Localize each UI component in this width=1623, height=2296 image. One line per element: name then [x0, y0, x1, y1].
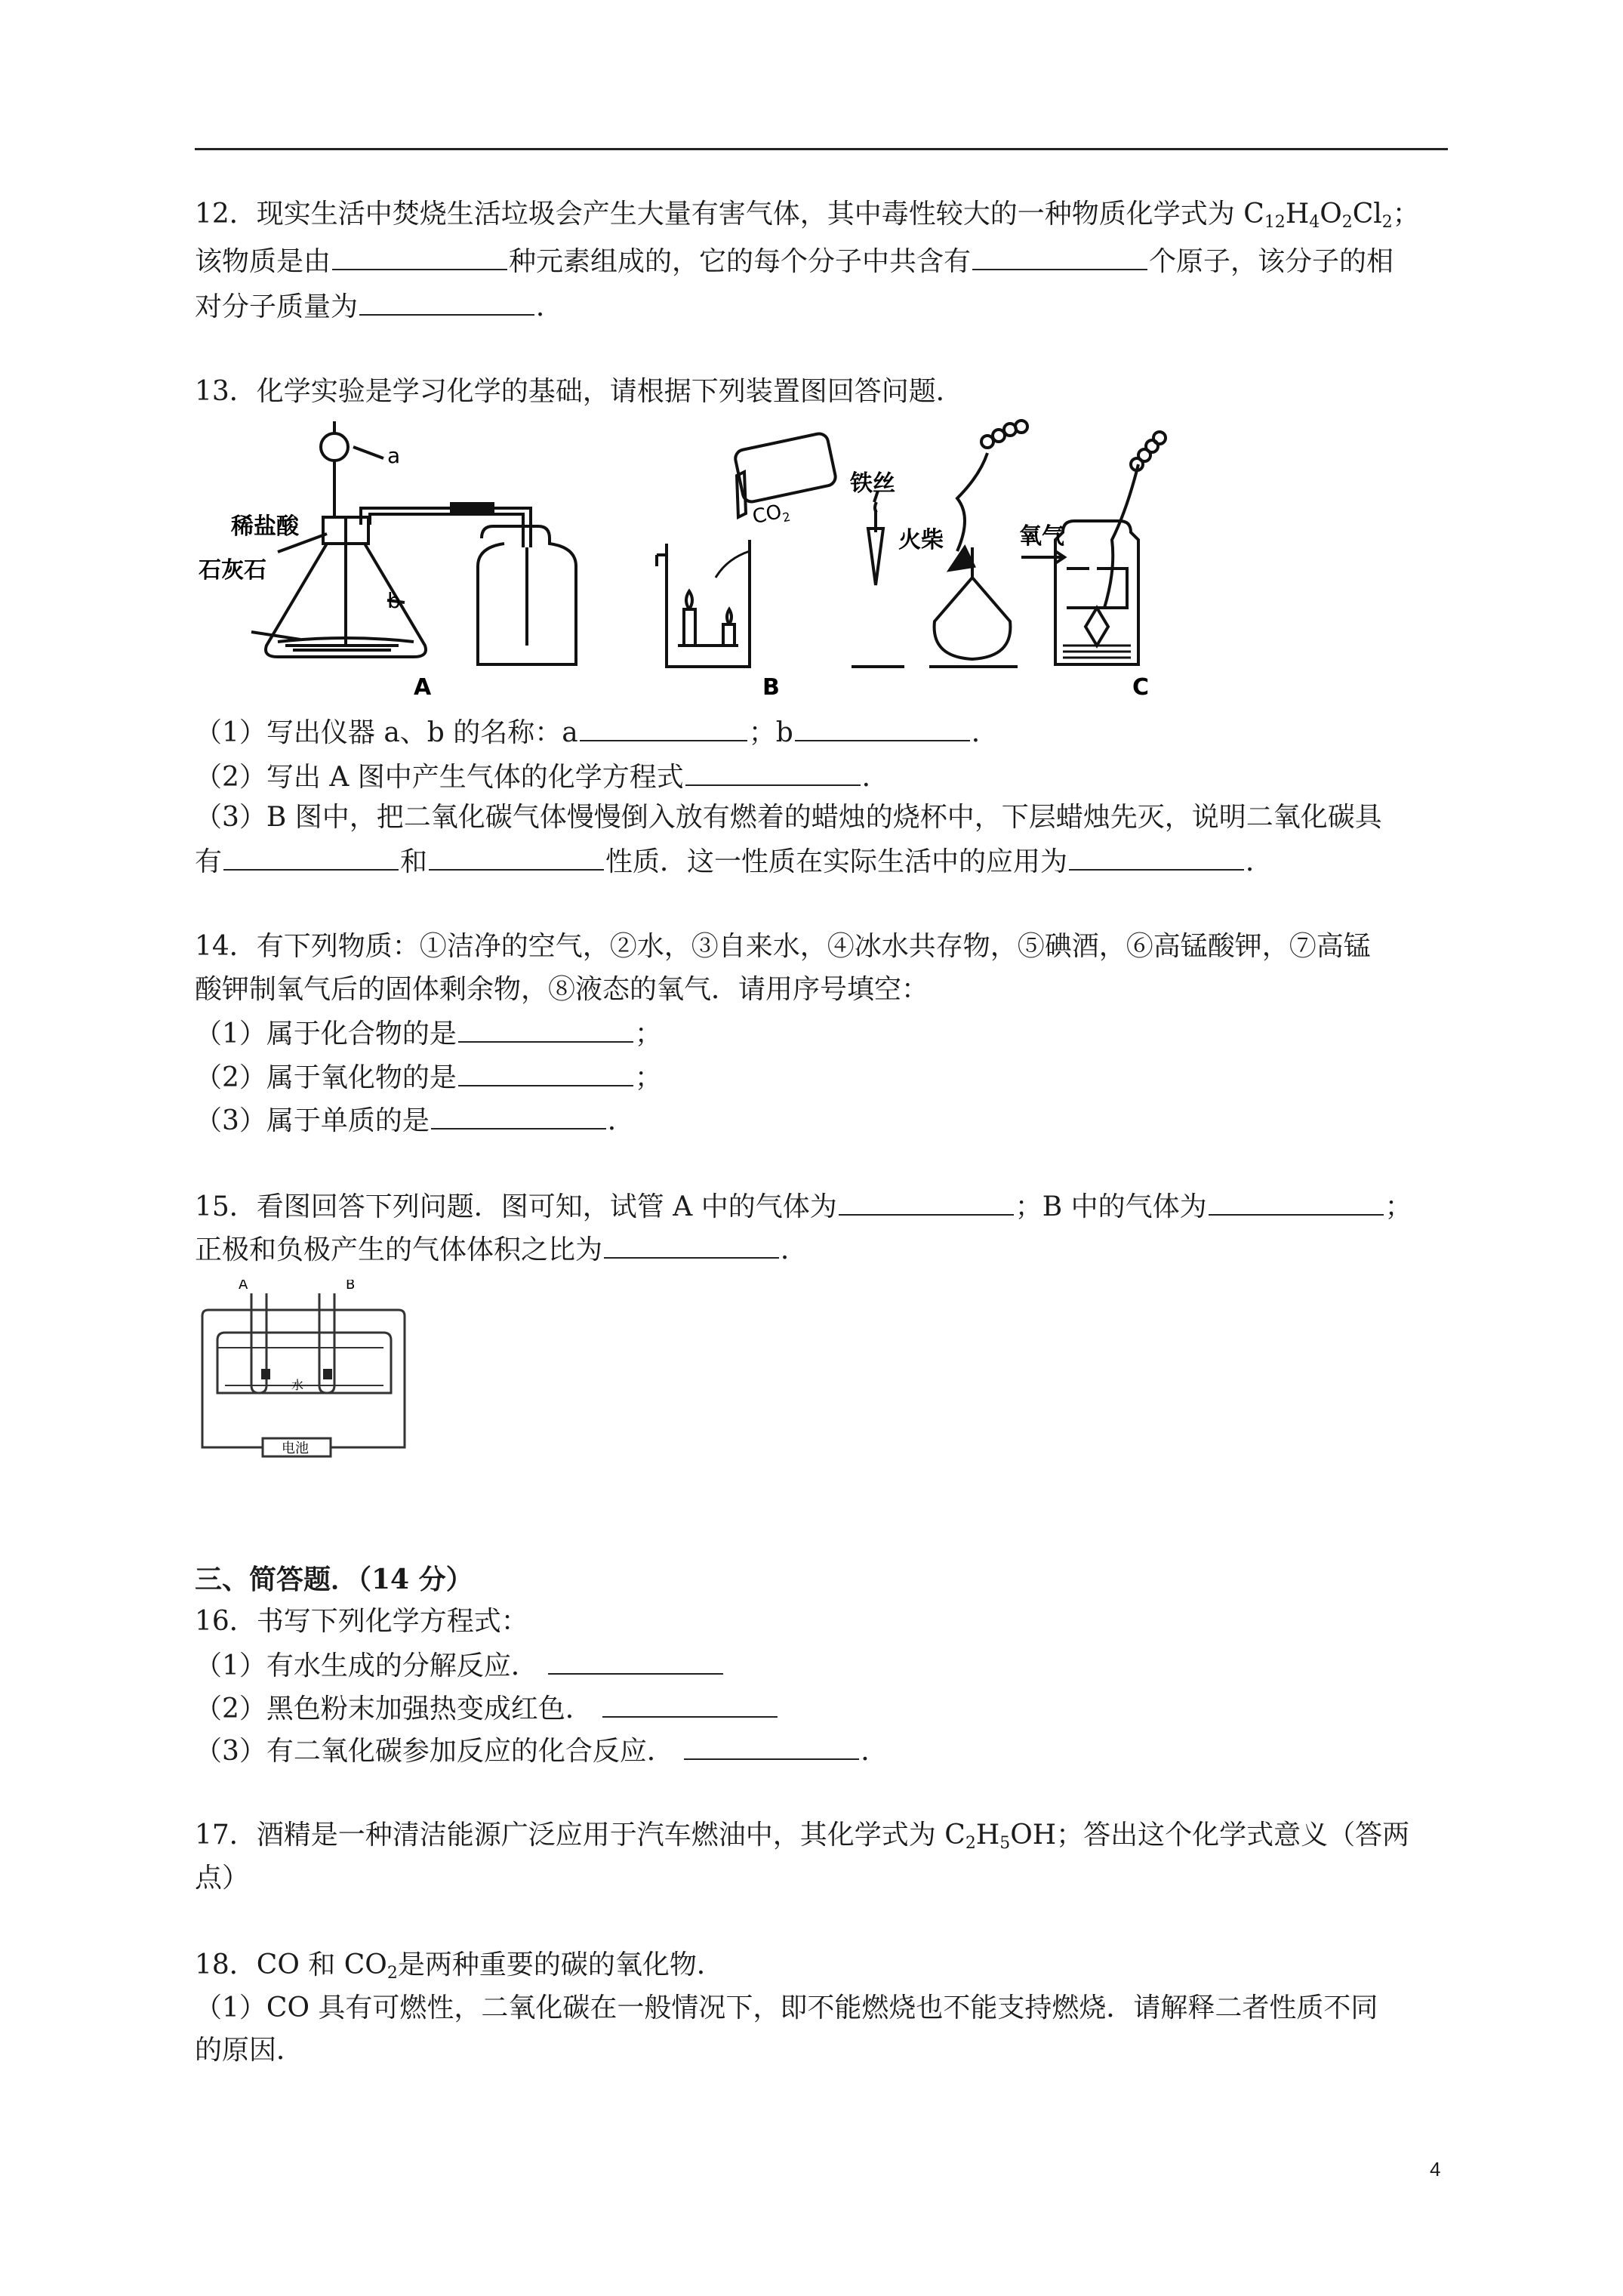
label-limestone: 石灰石 — [199, 557, 266, 584]
answer-blank[interactable] — [359, 288, 534, 316]
answer-blank[interactable] — [458, 1015, 633, 1043]
q14-text: （3）属于单质的是 — [195, 1105, 430, 1136]
q17-line-2: 点） — [195, 1863, 250, 1894]
punct: ； — [634, 1019, 662, 1049]
answer-blank[interactable] — [685, 759, 861, 786]
co2-text: CO — [750, 500, 784, 529]
q17-text: 17．酒精是一种清洁能源广泛应用于汽车燃油中，其化学式为 C — [195, 1820, 965, 1851]
q17-text: OH；答出这个化学式意义（答两 — [1010, 1820, 1410, 1851]
q18-line-2: （1）CO 具有可燃性，二氧化碳在一般情况下，即不能燃烧也不能支持燃烧．请解释二者性质不同 — [195, 1992, 1378, 2023]
tube-b-label: B — [346, 1280, 356, 1293]
q12-text: 种元素组成的，它的每个分子中共含有 — [509, 246, 972, 277]
q12-line-3 — [195, 288, 563, 324]
battery-label: 电池 — [282, 1441, 309, 1456]
answer-blank[interactable] — [604, 1231, 779, 1259]
q15-line-2 — [195, 1231, 808, 1267]
punct: ； — [634, 1062, 662, 1093]
label-match: 火柴 — [898, 527, 944, 553]
answer-blank[interactable] — [580, 714, 747, 741]
q18-line-1 — [195, 1949, 724, 1990]
caption-A: A — [414, 674, 432, 701]
punct: ； — [1392, 199, 1420, 230]
subscript: 4 — [1309, 213, 1320, 232]
q15-text: 正极和负极产生的气体体积之比为 — [195, 1234, 603, 1265]
q13-p3: （3）B 图中，把二氧化碳气体慢慢倒入放有燃着的蜡烛的烧杯中，下层蜡烛先灭，说明二氧化碳具 — [195, 802, 1382, 833]
answer-blank[interactable] — [795, 714, 970, 741]
q14-line-1: 14．有下列物质：①洁净的空气，②水，③自来水，④冰水共存物，⑤碘酒，⑥高锰酸钾，⑦高锰 — [195, 931, 1371, 962]
q18-text: 18．CO 和 CO — [195, 1949, 387, 1980]
q13-text: 有 — [195, 846, 223, 877]
subscript: 5 — [999, 1834, 1011, 1853]
answer-blank[interactable] — [431, 1102, 606, 1130]
punct: ； — [1384, 1191, 1412, 1222]
q13-p1 — [195, 714, 999, 750]
caption-C: C — [1132, 674, 1150, 701]
q15-text: 15．看图回答下列问题．图可知，试管 A 中的气体为 — [195, 1191, 837, 1222]
subscript: 12 — [1264, 213, 1286, 232]
caption-B: B — [762, 674, 780, 701]
answer-blank[interactable] — [223, 843, 399, 871]
q18-line-3: 的原因． — [195, 2035, 304, 2066]
q14-p1 — [195, 1015, 662, 1051]
answer-blank[interactable] — [972, 243, 1147, 270]
tube-a-label: A — [239, 1280, 248, 1293]
q18-text: 是两种重要的碳的氧化物． — [397, 1949, 724, 1980]
subscript: 2 — [1341, 213, 1353, 232]
answer-blank[interactable] — [839, 1188, 1014, 1216]
answer-blank[interactable] — [548, 1647, 723, 1675]
formula-part: H — [1285, 199, 1310, 230]
q12-text: 个原子，该分子的相 — [1149, 246, 1394, 277]
q17-line-1 — [195, 1819, 1409, 1860]
q13-text: 和 — [400, 846, 428, 877]
label-iron-wire: 铁丝 — [850, 470, 895, 497]
answer-blank[interactable] — [332, 243, 507, 270]
q12-text: 该物质是由 — [195, 246, 331, 277]
q14-p3 — [195, 1102, 635, 1138]
funnel-bulb-icon — [321, 433, 348, 461]
q12-line-1 — [195, 198, 1420, 239]
q12-line-2 — [195, 243, 1394, 279]
page-number: 4 — [1430, 2158, 1441, 2180]
punct: ． — [607, 1105, 635, 1136]
q16-p1 — [195, 1647, 725, 1683]
label-b: b — [387, 588, 401, 613]
q14-text: （1）属于化合物的是 — [195, 1019, 457, 1049]
formula-part: Cl — [1352, 199, 1382, 230]
subscript: 2 — [965, 1834, 976, 1853]
q13-apparatus-figure — [195, 419, 1327, 702]
electrolysis-figure — [195, 1280, 421, 1472]
q13-title: 13．化学实验是学习化学的基础，请根据下列装置图回答问题． — [195, 376, 963, 407]
formula-part: O — [1320, 199, 1342, 230]
punct: ． — [861, 762, 889, 793]
q16-p3 — [195, 1733, 888, 1768]
label-co2 — [750, 499, 792, 531]
q15-text: ；B 中的气体为 — [1015, 1191, 1207, 1222]
q13-text: ；b — [748, 717, 793, 748]
answer-blank[interactable] — [1069, 843, 1244, 871]
q12-text: 对分子质量为 — [195, 291, 359, 322]
answer-blank[interactable] — [429, 843, 604, 871]
q13-p3-cont — [195, 843, 1273, 879]
subscript: 2 — [387, 1964, 398, 1983]
q16-title: 16．书写下列化学方程式： — [195, 1606, 528, 1637]
q16-text: （3）有二氧化碳参加反应的化合反应． — [195, 1736, 674, 1767]
q15-line-1 — [195, 1188, 1412, 1224]
q13-p2 — [195, 759, 889, 794]
q13-text: 性质．这一性质在实际生活中的应用为 — [605, 846, 1068, 877]
formula-part: H — [975, 1820, 1000, 1851]
label-oxygen: 氧气 — [1019, 523, 1064, 550]
answer-blank[interactable] — [1209, 1188, 1384, 1216]
punct: ． — [861, 1736, 888, 1767]
answer-blank[interactable] — [458, 1059, 633, 1086]
q16-text: （1）有水生成的分解反应． — [195, 1650, 538, 1681]
answer-blank[interactable] — [602, 1690, 778, 1718]
answer-blank[interactable] — [684, 1733, 859, 1760]
header-rule — [195, 148, 1448, 150]
q14-text: （2）属于氧化物的是 — [195, 1062, 457, 1093]
q14-line-2: 酸钾制氧气后的固体剩余物，⑧液态的氧气．请用序号填空： — [195, 974, 929, 1005]
co2-sub: 2 — [781, 509, 792, 525]
punct: ． — [971, 717, 999, 748]
punct: ． — [1246, 846, 1273, 877]
punct: ． — [781, 1234, 808, 1265]
punct: ． — [536, 291, 564, 322]
q13-text: （1）写出仪器 a、b 的名称：a — [195, 717, 578, 748]
q16-text: （2）黑色粉末加强热变成红色． — [195, 1693, 593, 1724]
label-acid: 稀盐酸 — [231, 513, 299, 540]
water-label: 水 — [291, 1378, 304, 1392]
q13-text: （2）写出 A 图中产生气体的化学方程式 — [195, 762, 684, 793]
q12-text: 12．现实生活中焚烧生活垃圾会产生大量有害气体，其中毒性较大的一种物质化学式为 C — [195, 199, 1264, 230]
q16-p2 — [195, 1690, 779, 1726]
q14-p2 — [195, 1059, 662, 1095]
subscript: 2 — [1381, 213, 1393, 232]
label-a: a — [387, 443, 401, 468]
section-3-title: 三、简答题．（14 分） — [195, 1564, 473, 1595]
